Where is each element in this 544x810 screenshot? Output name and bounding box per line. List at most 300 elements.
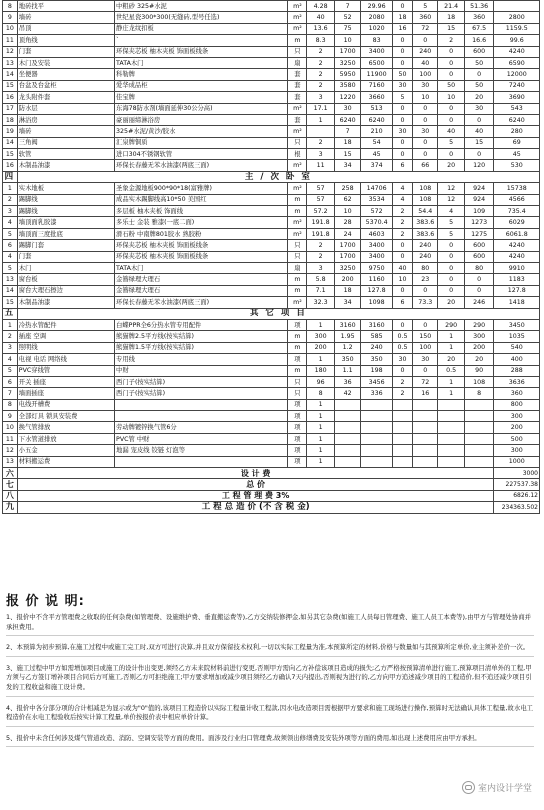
cell-e: 3690 bbox=[494, 92, 540, 103]
cell-d: 50 bbox=[464, 57, 494, 68]
cell-no: 4 bbox=[3, 251, 18, 262]
cell-d bbox=[464, 411, 494, 422]
cell-spec: TATA木门 bbox=[115, 57, 288, 68]
note-item: 1、报价中不含平方管理费之收取的任何杂费(如管理费、设施维护费、垂直搬运费等),乙方交纳装修押金,如另其它杂费(如施工人员每日管理费、施工人员工本费等),由甲方与管理处协商并承担费用。 bbox=[6, 613, 534, 636]
cell-m: 45 bbox=[361, 149, 393, 160]
cell-name: 全部灯具 锁具安装费 bbox=[17, 411, 114, 422]
cell-name: 坐便器 bbox=[17, 69, 114, 80]
table-row bbox=[3, 46, 540, 57]
cell-d: 108 bbox=[464, 376, 494, 387]
table-row bbox=[3, 194, 540, 205]
cell-name: 照明线 bbox=[17, 342, 114, 353]
cell-name: 材料搬运费 bbox=[17, 456, 114, 467]
cell-unit: 套 bbox=[288, 114, 307, 125]
cell-c: 0 bbox=[438, 251, 464, 262]
cell-q: 17.1 bbox=[307, 103, 334, 114]
cell-b: 100 bbox=[413, 342, 438, 353]
cell-spec bbox=[115, 411, 288, 422]
cell-p bbox=[334, 411, 360, 422]
table-row bbox=[3, 331, 540, 342]
cell-c: 0 bbox=[438, 285, 464, 296]
cell-p: 200 bbox=[334, 274, 360, 285]
table-row bbox=[3, 376, 540, 387]
cell-e: 3450 bbox=[494, 319, 540, 330]
cell-c: 10 bbox=[438, 92, 464, 103]
cell-b: 240 bbox=[413, 46, 438, 57]
cell-d: 600 bbox=[464, 251, 494, 262]
cell-q: 96 bbox=[307, 376, 334, 387]
cell-d: 50 bbox=[464, 80, 494, 91]
cell-b: 54.4 bbox=[413, 206, 438, 217]
cell-a: 0 bbox=[393, 251, 413, 262]
cell-d: 120 bbox=[464, 160, 494, 171]
cell-unit: m² bbox=[288, 160, 307, 171]
cell-m: 572 bbox=[361, 206, 393, 217]
cell-q: 3 bbox=[307, 92, 334, 103]
cell-name: 地砖找平 bbox=[17, 1, 114, 12]
cell-spec: 金簪绿理大理石 bbox=[115, 274, 288, 285]
cell-spec: 世纪星瓷300*300(无缝砖,型号任选) bbox=[115, 12, 288, 23]
cell-name: 墙顶面三度批底 bbox=[17, 228, 114, 239]
cell-unit: m bbox=[288, 285, 307, 296]
cell-p: 52 bbox=[334, 12, 360, 23]
cell-a: 6 bbox=[393, 297, 413, 308]
cell-unit: 套 bbox=[288, 92, 307, 103]
cell-no: 15 bbox=[3, 80, 18, 91]
cell-b: 80 bbox=[413, 262, 438, 273]
cell-c bbox=[438, 399, 464, 410]
cell-spec bbox=[115, 456, 288, 467]
cell-no: 12 bbox=[3, 46, 18, 57]
cell-e: 9910 bbox=[494, 262, 540, 273]
cell-name: 门套 bbox=[17, 251, 114, 262]
cell-d: 67.5 bbox=[464, 23, 494, 34]
cell-b bbox=[413, 456, 438, 467]
cell-name: 门套 bbox=[17, 46, 114, 57]
cell-a: 10 bbox=[393, 274, 413, 285]
cell-e: 127.8 bbox=[494, 285, 540, 296]
table-row bbox=[3, 137, 540, 148]
cell-unit: 只 bbox=[288, 46, 307, 57]
cell-name: 木门 bbox=[17, 262, 114, 273]
cell-p: 1700 bbox=[334, 240, 360, 251]
cell-b: 0 bbox=[413, 365, 438, 376]
cell-q: 1 bbox=[307, 445, 334, 456]
table-row bbox=[3, 411, 540, 422]
cell-name: 龙头附件套 bbox=[17, 92, 114, 103]
cell-q: 3 bbox=[307, 262, 334, 273]
cell-name: 换气管排放 bbox=[17, 422, 114, 433]
cell-p: 1.2 bbox=[334, 342, 360, 353]
cell-q: 4.28 bbox=[307, 1, 334, 12]
cell-no: 2 bbox=[3, 194, 18, 205]
cell-d: 40 bbox=[464, 126, 494, 137]
cell-c: 12 bbox=[438, 194, 464, 205]
section-title: 其 它 项 目 bbox=[17, 308, 539, 319]
table-row bbox=[3, 114, 540, 125]
summary-label: 工 程 管 理 费 3% bbox=[17, 490, 494, 501]
cell-a: 2 bbox=[393, 228, 413, 239]
table-row bbox=[3, 57, 540, 68]
note-item: 2、本预算为初步预算,在施工过程中或施工完工时,双方可进行决算,并且双方保留技术权利,一切以实际工程量为准,本预算所定的材料,价格与数量如与其预算所定单价,业主须补差价一次。 bbox=[6, 643, 534, 657]
cell-no: 8 bbox=[3, 1, 18, 12]
table-row bbox=[3, 262, 540, 273]
cell-spec: 金簪绿理大理石 bbox=[115, 285, 288, 296]
summary-label: 总 价 bbox=[17, 479, 494, 490]
cell-name: PVC穿线管 bbox=[17, 365, 114, 376]
cell-q: 1 bbox=[307, 354, 334, 365]
cell-m: 14706 bbox=[361, 183, 393, 194]
cell-d bbox=[464, 433, 494, 444]
cell-a: 0 bbox=[393, 365, 413, 376]
cell-unit: m² bbox=[288, 228, 307, 239]
cell-m: 3400 bbox=[361, 46, 393, 57]
cell-e: 2800 bbox=[494, 12, 540, 23]
cell-e: 360 bbox=[494, 388, 540, 399]
cell-unit: 只 bbox=[288, 137, 307, 148]
cell-q: 1 bbox=[307, 411, 334, 422]
cell-c: 5 bbox=[438, 228, 464, 239]
summary-row bbox=[3, 490, 540, 501]
cell-spec: ` bbox=[115, 35, 288, 46]
cell-d: 200 bbox=[464, 342, 494, 353]
cell-unit: m² bbox=[288, 103, 307, 114]
cell-q: 1 bbox=[307, 114, 334, 125]
cell-e: 4240 bbox=[494, 251, 540, 262]
cell-c: 0 bbox=[438, 262, 464, 273]
cell-c: 0 bbox=[438, 57, 464, 68]
cell-e: 400 bbox=[494, 354, 540, 365]
cell-m: 83 bbox=[361, 35, 393, 46]
cell-name: 吊顶 bbox=[17, 23, 114, 34]
cell-m: 4603 bbox=[361, 228, 393, 239]
cell-p: 18 bbox=[334, 137, 360, 148]
cell-p: 350 bbox=[334, 354, 360, 365]
cell-m: 1160 bbox=[361, 274, 393, 285]
cell-p: 7 bbox=[334, 126, 360, 137]
cell-spec: 东海78防水剂(墙面延伸30公分高) bbox=[115, 103, 288, 114]
cell-spec: 多乐士 金装 雅漆(一底二面) bbox=[115, 217, 288, 228]
cell-d: 1273 bbox=[464, 217, 494, 228]
cell-m: 6500 bbox=[361, 57, 393, 68]
cell-b: 0 bbox=[413, 137, 438, 148]
cell-no: 16 bbox=[3, 92, 18, 103]
cell-no: 14 bbox=[3, 285, 18, 296]
cell-e: 99.6 bbox=[494, 35, 540, 46]
cell-q: 2 bbox=[307, 137, 334, 148]
cell-q: 1 bbox=[307, 456, 334, 467]
cell-e: 6029 bbox=[494, 217, 540, 228]
cell-unit: m bbox=[288, 274, 307, 285]
cell-a: 2 bbox=[393, 388, 413, 399]
cell-c: 5 bbox=[438, 217, 464, 228]
cell-m: 29.96 bbox=[361, 1, 393, 12]
cell-unit: 项 bbox=[288, 422, 307, 433]
cell-e: 800 bbox=[494, 399, 540, 410]
cell-spec: 汇泉牌铜质 bbox=[115, 137, 288, 148]
cell-b: 0 bbox=[413, 103, 438, 114]
cell-p: 75 bbox=[334, 23, 360, 34]
cell-spec: 熊猫牌1.5平方线(按实结算) bbox=[115, 342, 288, 353]
cell-q: 200 bbox=[307, 342, 334, 353]
note-item: 3、施工过程中甲方如需增加项目或施工的设计作出变更,须经乙方未来院材料前进行变更,否则甲方需向乙方补偿该项目造成的损失;乙方严格按预算清单进行施工,预算项目清单外的工程,甲方须与乙方签订增补项目合同后方可施工,否则乙方可拒绝施工;甲方要求增加或减少项目须经乙方确认7天内提出,否则视为进行的,乙方向甲方追述减少项目的工程造价,但不追还减少项目引发的工程收益和施工设计费。 bbox=[6, 664, 534, 697]
cell-no: 4 bbox=[3, 217, 18, 228]
cell-q: 2 bbox=[307, 251, 334, 262]
table-row bbox=[3, 80, 540, 91]
cell-m: 585 bbox=[361, 331, 393, 342]
cell-no: 6 bbox=[3, 376, 18, 387]
cell-q: 191.8 bbox=[307, 217, 334, 228]
cell-e: 4566 bbox=[494, 194, 540, 205]
cell-c bbox=[438, 456, 464, 467]
cell-c: 0 bbox=[438, 103, 464, 114]
cell-name: 电视 电话 网络线 bbox=[17, 354, 114, 365]
cell-m bbox=[361, 445, 393, 456]
cell-a bbox=[393, 456, 413, 467]
table-row bbox=[3, 12, 540, 23]
cell-name: 踢脚门套 bbox=[17, 240, 114, 251]
summary-label: 设 计 费 bbox=[17, 468, 494, 479]
cell-b: 383.6 bbox=[413, 217, 438, 228]
cell-spec: PVC管 中财 bbox=[115, 433, 288, 444]
cell-name: 墙面插座 bbox=[17, 388, 114, 399]
table-row bbox=[3, 217, 540, 228]
cell-a: 0 bbox=[393, 319, 413, 330]
cell-spec: 滑石粉 中南牌801胶水 熟胶粉 bbox=[115, 228, 288, 239]
cell-q: 3 bbox=[307, 149, 334, 160]
cell-q: 13.6 bbox=[307, 23, 334, 34]
cell-m: 3400 bbox=[361, 251, 393, 262]
cell-unit: m bbox=[288, 331, 307, 342]
cell-a: 0.5 bbox=[393, 342, 413, 353]
cell-q: 40 bbox=[307, 12, 334, 23]
cell-c: 40 bbox=[438, 126, 464, 137]
cell-m: 54 bbox=[361, 137, 393, 148]
cell-unit: 只 bbox=[288, 388, 307, 399]
cell-b: 0 bbox=[413, 319, 438, 330]
cell-c: 15 bbox=[438, 23, 464, 34]
cell-e: 4240 bbox=[494, 240, 540, 251]
cell-b: 240 bbox=[413, 251, 438, 262]
cell-q: 191.8 bbox=[307, 228, 334, 239]
cell-p: 1.1 bbox=[334, 365, 360, 376]
cell-a: 0 bbox=[393, 57, 413, 68]
cell-e bbox=[494, 1, 540, 12]
cell-no: 18 bbox=[3, 114, 18, 125]
cell-b: 10 bbox=[413, 92, 438, 103]
cell-unit: 只 bbox=[288, 240, 307, 251]
cell-no: 14 bbox=[3, 69, 18, 80]
cell-c: 12 bbox=[438, 183, 464, 194]
table-row bbox=[3, 92, 540, 103]
cell-spec: 圣象金源地板900*90*18(富雅牌) bbox=[115, 183, 288, 194]
cell-spec: 熊猫牌2.5平方线(按实结算) bbox=[115, 331, 288, 342]
summary-number: 七 bbox=[3, 479, 18, 490]
cell-unit: 套 bbox=[288, 80, 307, 91]
cell-b: 0 bbox=[413, 285, 438, 296]
cell-b: 30 bbox=[413, 126, 438, 137]
quotation-sheet bbox=[2, 0, 540, 514]
cell-unit: 只 bbox=[288, 376, 307, 387]
cell-a: 4 bbox=[393, 183, 413, 194]
cell-m: 1020 bbox=[361, 23, 393, 34]
summary-value: 6826.12 bbox=[494, 490, 540, 501]
cell-unit: m² bbox=[288, 23, 307, 34]
cell-d: 924 bbox=[464, 183, 494, 194]
cell-p: 10 bbox=[334, 35, 360, 46]
cell-name: 淋浴房 bbox=[17, 114, 114, 125]
cell-e: 300 bbox=[494, 445, 540, 456]
cell-b: 30 bbox=[413, 80, 438, 91]
cell-b bbox=[413, 411, 438, 422]
cell-unit: 项 bbox=[288, 411, 307, 422]
table-row bbox=[3, 342, 540, 353]
cell-no: 17 bbox=[3, 103, 18, 114]
cell-b bbox=[413, 399, 438, 410]
cell-q: 180 bbox=[307, 365, 334, 376]
cell-name: 三角阀 bbox=[17, 137, 114, 148]
cell-p: 7 bbox=[334, 1, 360, 12]
cell-name: 顶角线 bbox=[17, 35, 114, 46]
cell-a bbox=[393, 433, 413, 444]
cell-m: 3400 bbox=[361, 240, 393, 251]
cell-name: 实木地板 bbox=[17, 183, 114, 194]
cell-m: 1098 bbox=[361, 297, 393, 308]
table-row bbox=[3, 23, 540, 34]
cell-p: 6240 bbox=[334, 114, 360, 125]
section-number: 五 bbox=[3, 308, 18, 319]
cell-e: 6061.8 bbox=[494, 228, 540, 239]
cell-e: 1418 bbox=[494, 297, 540, 308]
watermark bbox=[462, 781, 532, 794]
cell-spec: 中粗砂 325#水泥 bbox=[115, 1, 288, 12]
cell-m: 513 bbox=[361, 103, 393, 114]
cell-p: 3160 bbox=[334, 319, 360, 330]
cell-p: 258 bbox=[334, 183, 360, 194]
cell-unit: m² bbox=[288, 297, 307, 308]
table-row bbox=[3, 69, 540, 80]
cell-m: 7160 bbox=[361, 80, 393, 91]
cell-e: 3636 bbox=[494, 376, 540, 387]
cell-name: 防水层 bbox=[17, 103, 114, 114]
cell-e: 200 bbox=[494, 422, 540, 433]
cell-a: 0 bbox=[393, 103, 413, 114]
section-title: 主 / 次 卧 室 bbox=[17, 171, 539, 182]
summary-row bbox=[3, 479, 540, 490]
cell-a: 30 bbox=[393, 126, 413, 137]
table-row bbox=[3, 433, 540, 444]
cell-b bbox=[413, 445, 438, 456]
table-row bbox=[3, 388, 540, 399]
cell-name: 小五金 bbox=[17, 445, 114, 456]
cell-c: 0.5 bbox=[438, 365, 464, 376]
cell-p: 3250 bbox=[334, 57, 360, 68]
cell-name: 下水管道排放 bbox=[17, 433, 114, 444]
cell-c: 1 bbox=[438, 376, 464, 387]
cell-b: 66 bbox=[413, 160, 438, 171]
cell-e: 530 bbox=[494, 160, 540, 171]
cell-spec: 环保夹芯板 柚木夹板 饰面板线条 bbox=[115, 240, 288, 251]
table-row bbox=[3, 228, 540, 239]
cell-name: 墙顶面乳胶漆 bbox=[17, 217, 114, 228]
cell-a bbox=[393, 411, 413, 422]
cell-p: 34 bbox=[334, 297, 360, 308]
cell-b: 72 bbox=[413, 376, 438, 387]
cell-b: 73.3 bbox=[413, 297, 438, 308]
cell-c bbox=[438, 445, 464, 456]
cell-e: 1000 bbox=[494, 456, 540, 467]
cell-d: 80 bbox=[464, 262, 494, 273]
cell-spec: 地漏 宠皮线 铰链 灯泡等 bbox=[115, 445, 288, 456]
cell-d: 8 bbox=[464, 388, 494, 399]
summary-number: 六 bbox=[3, 468, 18, 479]
cell-p bbox=[334, 422, 360, 433]
cell-name: 软管 bbox=[17, 149, 114, 160]
section-header bbox=[3, 308, 540, 319]
cell-no: 5 bbox=[3, 365, 18, 376]
cell-a bbox=[393, 399, 413, 410]
cell-b: 383.6 bbox=[413, 228, 438, 239]
cell-m bbox=[361, 411, 393, 422]
cell-c bbox=[438, 433, 464, 444]
cell-m: 3534 bbox=[361, 194, 393, 205]
cell-spec: 成品实木踢脚线高10*50 美国红 bbox=[115, 194, 288, 205]
cell-q: 57 bbox=[307, 194, 334, 205]
cell-c: 290 bbox=[438, 319, 464, 330]
cell-m: 6240 bbox=[361, 114, 393, 125]
cell-unit: 项 bbox=[288, 354, 307, 365]
summary-number: 八 bbox=[3, 490, 18, 501]
cell-spec: 静庄龙纹扣板 bbox=[115, 23, 288, 34]
cell-b: 72 bbox=[413, 23, 438, 34]
cell-name: 台盆及台盆柜 bbox=[17, 80, 114, 91]
cell-c: 5 bbox=[438, 137, 464, 148]
cell-b: 360 bbox=[413, 12, 438, 23]
cell-q: 1 bbox=[307, 422, 334, 433]
cell-no: 7 bbox=[3, 388, 18, 399]
cell-spec: 环保长春藤无苯水油漆(两底三面) bbox=[115, 297, 288, 308]
cell-a: 0 bbox=[393, 137, 413, 148]
table-row bbox=[3, 149, 540, 160]
cell-spec: 西门子(按实结算) bbox=[115, 388, 288, 399]
cell-q: 2 bbox=[307, 240, 334, 251]
cell-a: 2 bbox=[393, 217, 413, 228]
cell-q: 2 bbox=[307, 80, 334, 91]
cell-a: 0 bbox=[393, 149, 413, 160]
summary-value: 3000 bbox=[494, 468, 540, 479]
cell-p: 62 bbox=[334, 194, 360, 205]
cell-e: 69 bbox=[494, 137, 540, 148]
cell-e: 288 bbox=[494, 365, 540, 376]
cell-unit: m² bbox=[288, 126, 307, 137]
cell-q: 2 bbox=[307, 46, 334, 57]
cell-spec: 环保长春藤无苯水油漆(两底三面) bbox=[115, 160, 288, 171]
cell-d: 1275 bbox=[464, 228, 494, 239]
cell-c: 20 bbox=[438, 297, 464, 308]
cell-e: 1159.5 bbox=[494, 23, 540, 34]
cell-c: 1 bbox=[438, 342, 464, 353]
cell-name: 木制品油漆 bbox=[17, 297, 114, 308]
cell-d: 0 bbox=[464, 69, 494, 80]
cell-spec: 白蝶PPR全6分热水管专用配件 bbox=[115, 319, 288, 330]
cell-name: 木制品油漆 bbox=[17, 160, 114, 171]
cell-b: 5 bbox=[413, 1, 438, 12]
cell-d: 109 bbox=[464, 206, 494, 217]
cell-c: 4 bbox=[438, 206, 464, 217]
cell-q: 57 bbox=[307, 183, 334, 194]
cell-a: 30 bbox=[393, 354, 413, 365]
cell-e: 45 bbox=[494, 149, 540, 160]
